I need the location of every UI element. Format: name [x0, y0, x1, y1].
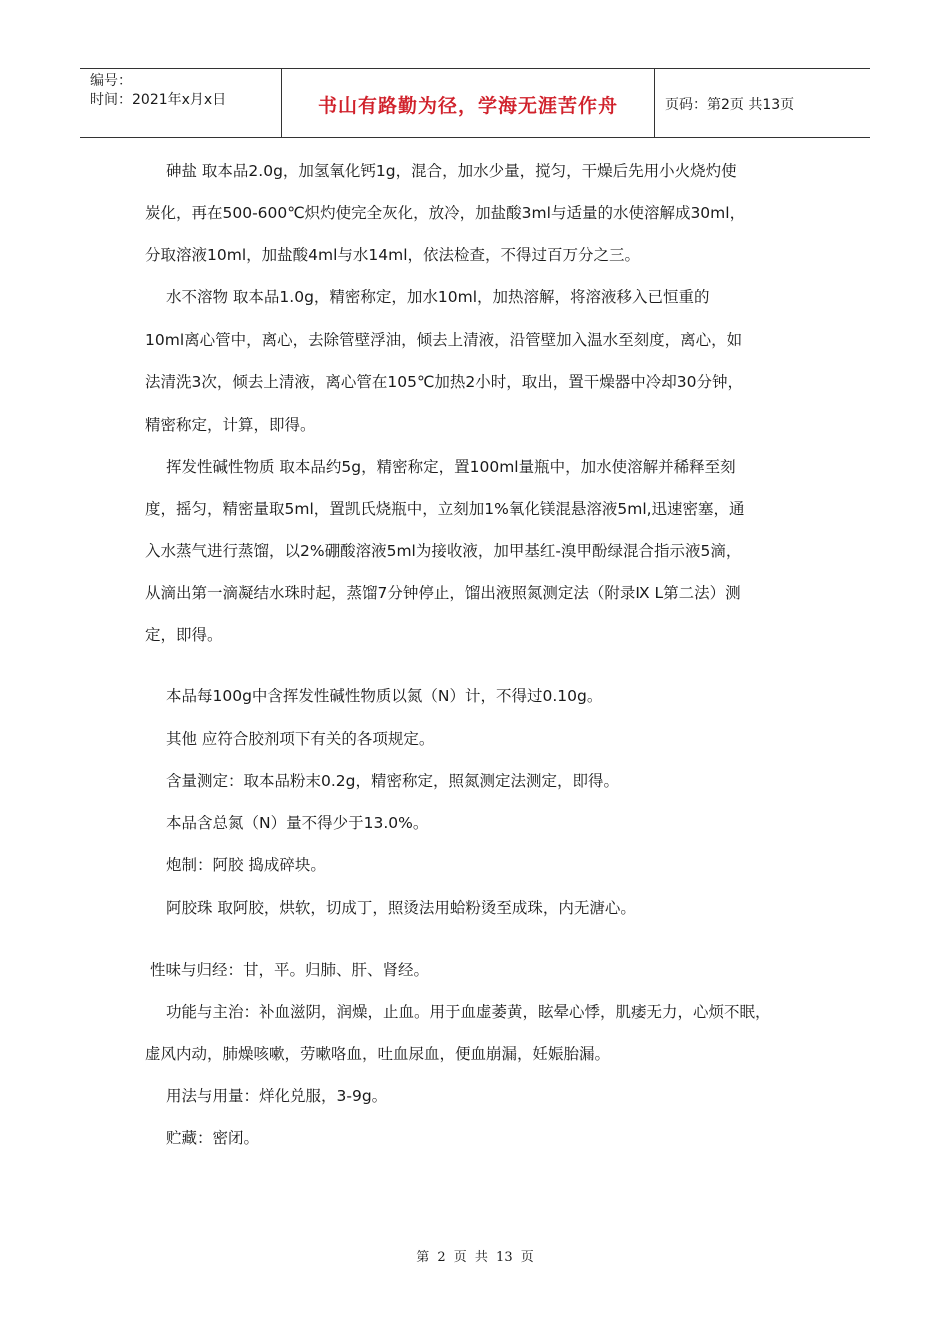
header-page-cell — [655, 69, 870, 137]
text-line: 水不溶物 取本品1.0g，精密称定，加水10ml，加热溶解，将溶液移入已恒重的 — [166, 288, 710, 306]
text-line: 贮藏：密闭。 — [166, 1129, 260, 1147]
text-line: 其他 应符合胶剂项下有关的各项规定。 — [166, 730, 435, 748]
page-footer: 第 2 页 共 13 页 — [416, 1250, 534, 1265]
text-line: 本品含总氮（N）量不得少于13.0%。 — [166, 814, 429, 832]
text-line: 炭化，再在500-600℃炽灼使完全灰化，放冷，加盐酸3ml与适量的水使溶解成30ml， — [145, 204, 746, 222]
text-line: 用法与用量：烊化兑服，3-9g。 — [166, 1087, 388, 1105]
text-line: 功能与主治：补血滋阴，润燥，止血。用于血虚萎黄，眩晕心悸，肌痿无力，心烦不眠， — [166, 1003, 771, 1021]
date-label: 时间：2021年x月x日 — [90, 92, 227, 108]
text-line: 分取溶液10ml，加盐酸4ml与水14ml，依法检查，不得过百万分之三。 — [145, 246, 641, 264]
document-header — [80, 68, 870, 138]
header-motto-cell — [281, 69, 655, 137]
text-line: 入水蒸气进行蒸馏，以2%硼酸溶液5ml为接收液，加甲基红-溴甲酚绿混合指示液5滴， — [145, 542, 742, 560]
motto-text: 书山有路勤为径，学海无涯苦作舟 — [317, 95, 618, 117]
text-line: 度，摇匀，精密量取5ml，置凯氏烧瓶中，立刻加1%氧化镁混悬溶液5ml,迅速密塞，通 — [145, 500, 745, 518]
text-line: 炮制：阿胶 捣成碎块。 — [166, 856, 326, 874]
page-info: 页码：第2页 共13页 — [665, 97, 795, 113]
text-line: 性味与归经：甘，平。归肺、肝、肾经。 — [150, 961, 430, 979]
text-line: 挥发性碱性物质 取本品约5g，精密称定，置100ml量瓶中，加水使溶解并稀释至刻 — [166, 458, 736, 476]
text-line: 10ml离心管中，离心，去除管壁浮油，倾去上清液，沿管壁加入温水至刻度，离心，如 — [145, 331, 743, 349]
text-line: 定，即得。 — [145, 626, 223, 644]
number-label: 编号： — [90, 73, 132, 89]
header-meta-cell — [80, 69, 280, 137]
text-line: 含量测定：取本品粉末0.2g，精密称定，照氮测定法测定，即得。 — [166, 772, 619, 790]
text-line: 法清洗3次，倾去上清液，离心管在105℃加热2小时，取出，置干燥器中冷却30分钟， — [145, 373, 743, 391]
text-line: 阿胶珠 取阿胶，烘软，切成丁，照烫法用蛤粉烫至成珠，内无溏心。 — [166, 899, 636, 917]
text-line: 精密称定，计算，即得。 — [145, 416, 316, 434]
text-line: 本品每100g中含挥发性碱性物质以氮（N）计，不得过0.10g。 — [166, 687, 603, 705]
text-line: 砷盐 取本品2.0g，加氢氧化钙1g，混合，加水少量，搅匀，干燥后先用小火烧灼使 — [166, 162, 737, 180]
text-line: 虚风内动，肺燥咳嗽，劳嗽咯血，吐血尿血，便血崩漏，妊娠胎漏。 — [145, 1045, 611, 1063]
text-line: 从滴出第一滴凝结水珠时起，蒸馏7分钟停止，馏出液照氮测定法（附录Ⅸ L第二法）测 — [145, 584, 741, 602]
